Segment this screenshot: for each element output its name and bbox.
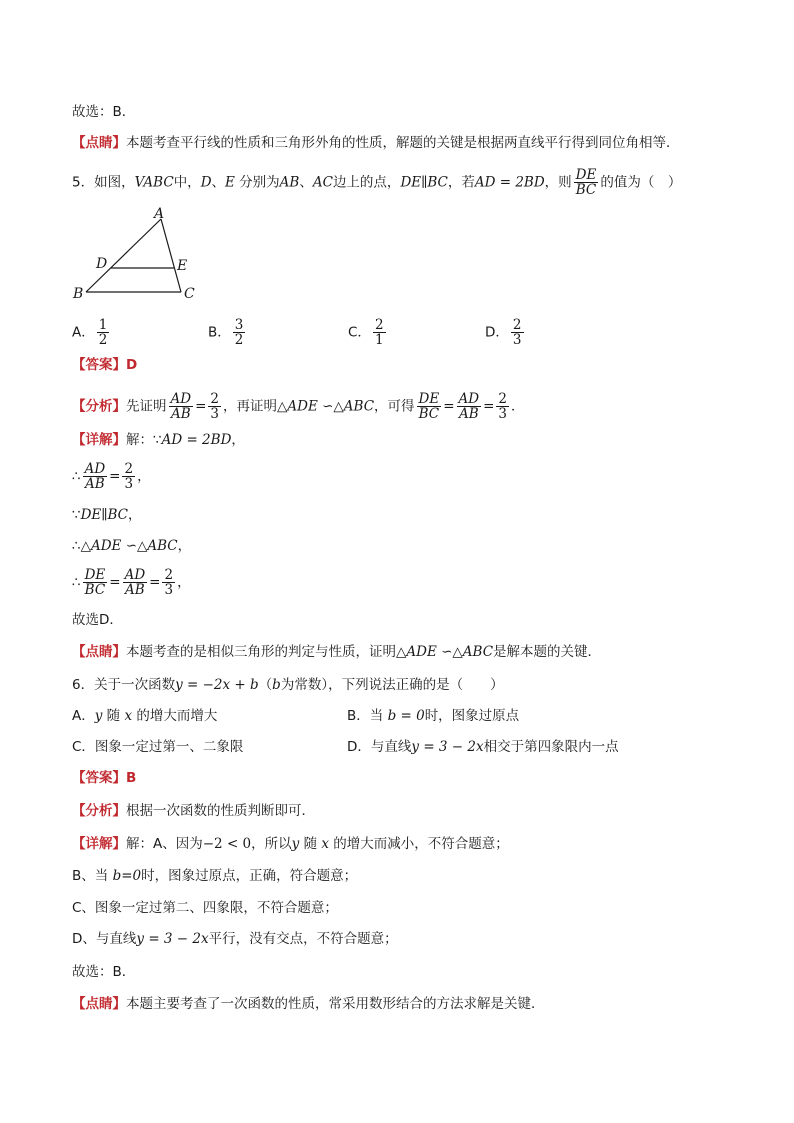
q6-option-b: B．当 b = 0时，图象过原点 bbox=[347, 708, 520, 724]
answer-value: B bbox=[126, 770, 137, 786]
q6-dianjing: 【点睛】本题主要考查了一次函数的性质，常采用数形结合的方法求解是关键． bbox=[72, 996, 545, 1012]
q5-segment-ac: AC bbox=[312, 174, 333, 191]
q5-analysis: 【分析】先证明 $\frac{AD}{AB}$ = $\frac{2}{3}$ ，再证明△ADE ∽△ABC，可得 $\frac{DE}{BC}$ = $\frac{AD}{AB}$ = $\frac{2}{3}$ ． bbox=[72, 391, 525, 422]
solution-tag: 【详解】 bbox=[72, 836, 126, 852]
q5-solution-line-2: ∴ $\frac{AD}{AB}$ = $\frac{2}{3}$ ， bbox=[72, 461, 151, 492]
vertex-a-label: A bbox=[154, 206, 165, 222]
q5-option-b: B． $\frac{3}{2}$ bbox=[208, 317, 244, 348]
q5-dianjing: 【点睛】本题考查的是相似三角形的判定与性质，证明△ADE ∽△ABC是解本题的关键． bbox=[72, 644, 602, 660]
q5-text: 、 bbox=[299, 174, 313, 191]
q6-solution-line-1: 【详解】解：A、因为−2 < 0，所以y 随 x 的增大而减小，不符合题意； bbox=[72, 836, 509, 852]
q6-solution-line-2: B、当 b=0时，图象过原点，正确，符合题意； bbox=[72, 868, 358, 884]
q5-answer bbox=[72, 355, 137, 375]
q5-point-e: E bbox=[225, 174, 235, 191]
q5-final-choice: 故选D． bbox=[72, 612, 123, 628]
q6-option-d: D．与直线y = 3 − 2x相交于第四象限内一点 bbox=[347, 739, 619, 755]
q5-solution-line-5: ∴ $\frac{DE}{BC}$ = $\frac{AD}{AB}$ = $\frac{2}{3}$ ， bbox=[72, 567, 191, 598]
q5-solution-line-3: ∵DE∥BC， bbox=[72, 507, 142, 523]
q5-text: ，若 bbox=[447, 174, 475, 191]
q5-parallel: DE∥BC bbox=[400, 174, 448, 191]
q6-option-a: A．y 随 x 的增大而增大 bbox=[72, 708, 218, 724]
q5-text: 边上的点， bbox=[332, 174, 401, 191]
q5-fraction: $\frac{DE}{BC}$ bbox=[575, 167, 597, 198]
final-choice-previous: 故选：B． bbox=[72, 104, 136, 120]
q5-option-d: D． $\frac{2}{3}$ bbox=[485, 317, 522, 348]
vertex-b-label: B bbox=[73, 286, 84, 302]
q5-triangle: VABC bbox=[134, 174, 174, 191]
point-d-label: D bbox=[96, 256, 108, 272]
analysis-tag: 【分析】 bbox=[72, 803, 126, 819]
q5-text: 分别为 bbox=[234, 174, 280, 191]
q5-text: ，则 bbox=[544, 174, 572, 191]
analysis-tag: 【分析】 bbox=[72, 398, 126, 415]
q6-final-choice: 故选：B． bbox=[72, 964, 136, 980]
question-6-stem: 6．关于一次函数y = −2x + b（b为常数），下列说法正确的是（ ） bbox=[72, 677, 504, 693]
dianjing-tag: 【点睛】 bbox=[72, 644, 126, 660]
q5-point-d: D bbox=[200, 174, 212, 191]
dianjing-text: 本题考查平行线的性质和三角形外角的性质，解题的关键是根据两直线平行得到同位角相等． bbox=[126, 135, 680, 151]
q6-solution-line-4: D、与直线y = 3 − 2x平行，没有交点，不符合题意； bbox=[72, 931, 398, 947]
q6-solution-line-3: C、图象一定过第二、四象限，不符合题意； bbox=[72, 900, 338, 916]
q5-condition: AD = 2BD bbox=[474, 174, 545, 191]
q5-prefix: 5．如图， bbox=[72, 174, 135, 191]
triangle-figure bbox=[66, 204, 206, 304]
q6-analysis: 【分析】根据一次函数的性质判断即可． bbox=[72, 803, 315, 819]
dianjing-tag: 【点睛】 bbox=[72, 135, 126, 151]
q5-segment-ab: AB bbox=[279, 174, 300, 191]
q6-option-c: C．图象一定过第一、二象限 bbox=[72, 739, 244, 755]
q6-function: y = −2x + b bbox=[175, 677, 259, 693]
point-e-label: E bbox=[177, 258, 188, 274]
q5-solution-line-1: 【详解】解：∵AD = 2BD， bbox=[72, 432, 245, 448]
q5-text: 的值为（ ） bbox=[600, 174, 682, 191]
solution-tag: 【详解】 bbox=[72, 432, 126, 448]
answer-tag: 【答案】 bbox=[72, 357, 126, 373]
q6-answer bbox=[72, 768, 136, 788]
answer-value: D bbox=[126, 357, 138, 373]
vertex-c-label: C bbox=[184, 286, 195, 302]
q5-option-c: C． $\frac{2}{1}$ bbox=[348, 317, 384, 348]
q5-text: 中， bbox=[173, 174, 201, 191]
dianjing-tag: 【点睛】 bbox=[72, 996, 126, 1012]
q5-solution-line-4: ∴△ADE ∽△ABC， bbox=[72, 538, 192, 554]
q5-option-a: A． $\frac{1}{2}$ bbox=[72, 317, 108, 348]
question-5-stem bbox=[72, 168, 681, 197]
dianjing-previous bbox=[72, 133, 680, 153]
answer-tag: 【答案】 bbox=[72, 770, 126, 786]
q5-text: 、 bbox=[211, 174, 226, 191]
